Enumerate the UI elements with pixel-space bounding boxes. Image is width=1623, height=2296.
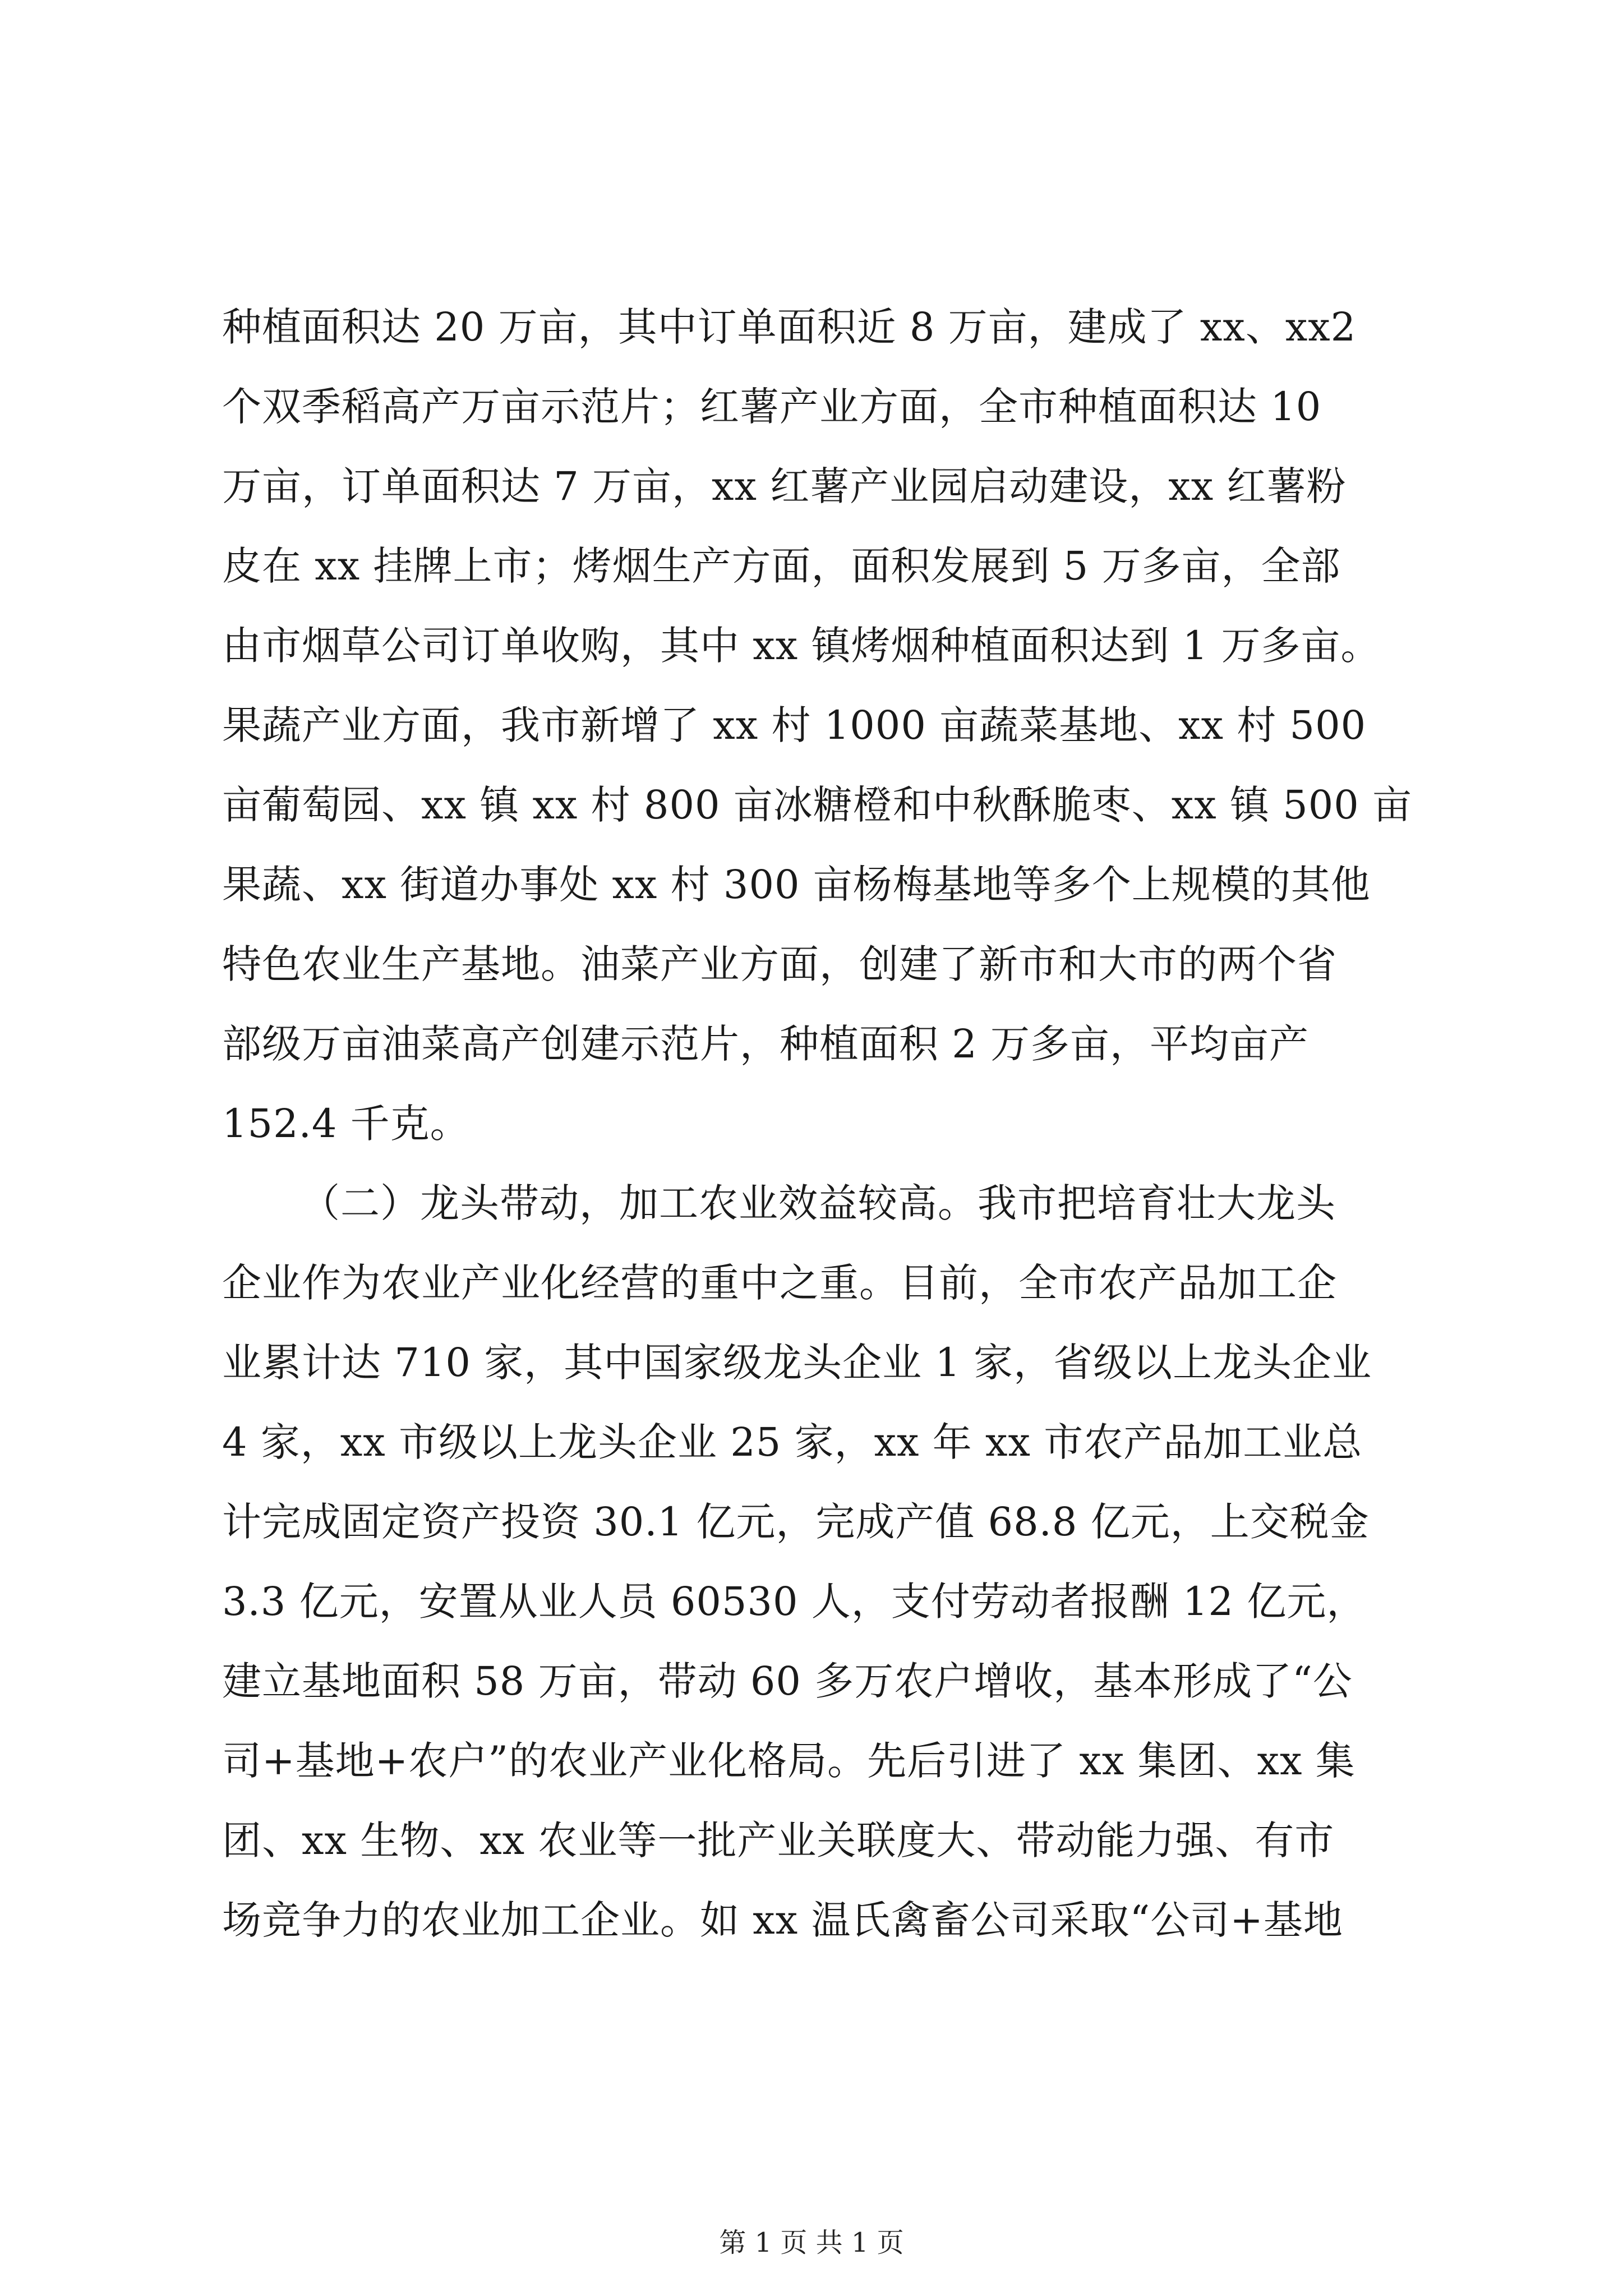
body-text-line: 皮在 xx 挂牌上市；烤烟生产方面，面积发展到 5 万多亩，全部	[222, 543, 1341, 589]
body-text-line: 企业作为农业产业化经营的重中之重。目前，全市农产品加工企	[222, 1260, 1337, 1306]
body-text-line: 场竞争力的农业加工企业。如 xx 温氏禽畜公司采取“公司+基地	[222, 1897, 1343, 1943]
body-text-line: 部级万亩油菜高产创建示范片，种植面积 2 万多亩，平均亩产	[222, 1021, 1310, 1067]
body-text-line: 果蔬、xx 街道办事处 xx 村 300 亩杨梅基地等多个上规模的其他	[222, 862, 1371, 908]
body-text-line: 司+基地+农户”的农业产业化格局。先后引进了 xx 集团、xx 集	[222, 1738, 1355, 1784]
page-footer: 第 1 页 共 1 页	[719, 2227, 904, 2258]
body-text-line: 业累计达 710 家，其中国家级龙头企业 1 家，省级以上龙头企业	[222, 1340, 1372, 1386]
body-text-line: 4 家，xx 市级以上龙头企业 25 家，xx 年 xx 市农产品加工业总	[222, 1419, 1363, 1465]
body-text-line: 建立基地面积 58 万亩，带动 60 多万农户增收，基本形成了“公	[222, 1658, 1353, 1704]
body-text-line: 万亩，订单面积达 7 万亩，xx 红薯产业园启动建设，xx 红薯粉	[222, 463, 1347, 509]
body-text-line: 3.3 亿元，安置从业人员 60530 人，支付劳动者报酬 12 亿元，	[222, 1579, 1367, 1625]
body-text-line: 个双季稻高产万亩示范片；红薯产业方面，全市种植面积达 10	[222, 384, 1322, 430]
body-text-line: 152.4 千克。	[222, 1101, 470, 1147]
section-heading-line: （二）龙头带动，加工农业效益较高。我市把培育壮大龙头	[301, 1180, 1336, 1226]
body-text-line: 种植面积达 20 万亩，其中订单面积近 8 万亩，建成了 xx、xx2	[222, 304, 1357, 350]
body-text-line: 特色农业生产基地。油菜产业方面，创建了新市和大市的两个省	[222, 941, 1337, 987]
body-text-line: 计完成固定资产投资 30.1 亿元，完成产值 68.8 亿元，上交税金	[222, 1499, 1370, 1545]
body-text-line: 亩葡萄园、xx 镇 xx 村 800 亩冰糖橙和中秋酥脆枣、xx 镇 500 亩	[222, 782, 1413, 828]
body-text-line: 果蔬产业方面，我市新增了 xx 村 1000 亩蔬菜基地、xx 村 500	[222, 702, 1367, 748]
body-text-line: 由市烟草公司订单收购，其中 xx 镇烤烟种植面积达到 1 万多亩。	[222, 623, 1381, 669]
body-text-line: 团、xx 生物、xx 农业等一批产业关联度大、带动能力强、有市	[222, 1818, 1335, 1864]
